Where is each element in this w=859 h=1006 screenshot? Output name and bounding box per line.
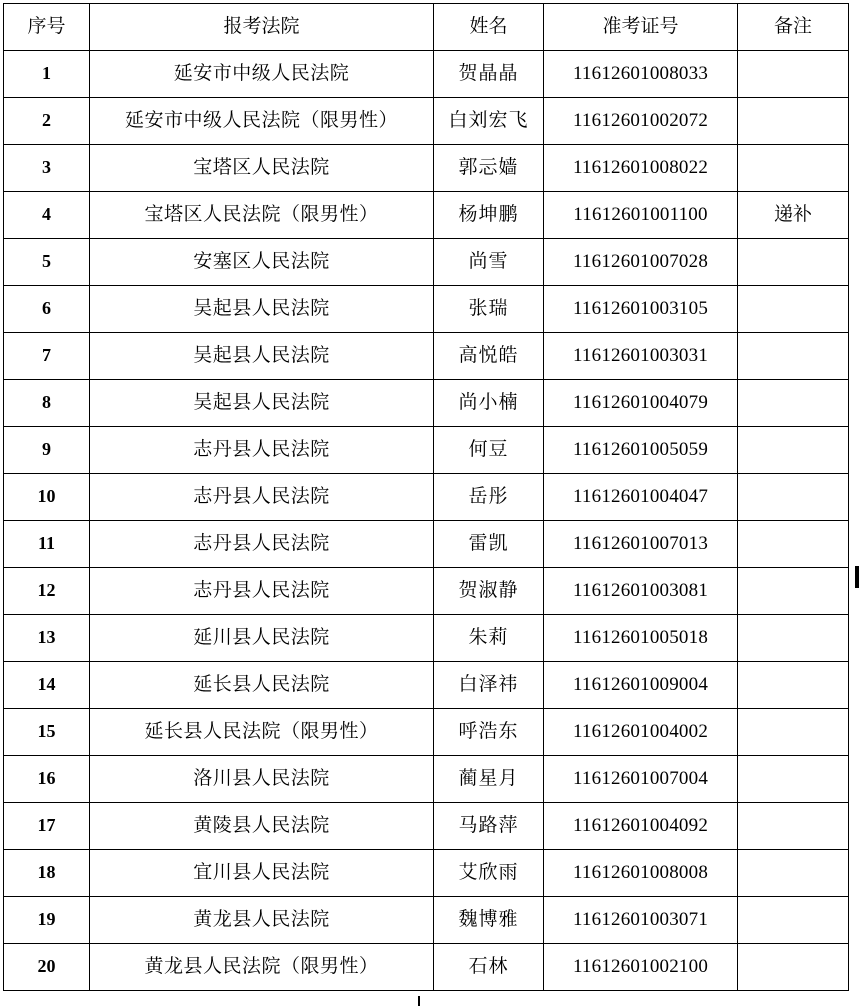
cell-index: 8 xyxy=(4,380,90,427)
cell-remark xyxy=(738,662,849,709)
cell-ticket: 11612601002100 xyxy=(544,944,738,991)
table-row xyxy=(4,192,849,239)
table-row xyxy=(4,474,849,521)
cell-court: 志丹县人民法院 xyxy=(90,427,434,474)
cell-name: 艾欣雨 xyxy=(434,850,544,897)
cell-court: 延川县人民法院 xyxy=(90,615,434,662)
cell-ticket: 11612601005059 xyxy=(544,427,738,474)
cell-remark xyxy=(738,145,849,192)
candidate-roster-table xyxy=(3,3,849,991)
table-row xyxy=(4,286,849,333)
cell-remark xyxy=(738,239,849,286)
cell-name: 魏博雅 xyxy=(434,897,544,944)
cell-index: 20 xyxy=(4,944,90,991)
table-row xyxy=(4,333,849,380)
column-header-name: 姓名 xyxy=(434,4,544,51)
cell-index: 13 xyxy=(4,615,90,662)
cell-remark xyxy=(738,568,849,615)
cell-remark xyxy=(738,380,849,427)
cell-ticket: 11612601007028 xyxy=(544,239,738,286)
cell-remark xyxy=(738,286,849,333)
table-row xyxy=(4,380,849,427)
cell-name: 呼浩东 xyxy=(434,709,544,756)
cell-remark xyxy=(738,944,849,991)
cell-court: 延长县人民法院（限男性） xyxy=(90,709,434,756)
cell-court: 吴起县人民法院 xyxy=(90,380,434,427)
cell-court: 志丹县人民法院 xyxy=(90,474,434,521)
cell-name: 蔺星月 xyxy=(434,756,544,803)
cell-ticket: 11612601004047 xyxy=(544,474,738,521)
cell-name: 郭忈嫱 xyxy=(434,145,544,192)
cell-court: 延长县人民法院 xyxy=(90,662,434,709)
cell-index: 12 xyxy=(4,568,90,615)
cell-court: 延安市中级人民法院 xyxy=(90,51,434,98)
cell-index: 14 xyxy=(4,662,90,709)
cell-remark xyxy=(738,98,849,145)
table-row xyxy=(4,427,849,474)
table-row xyxy=(4,98,849,145)
cell-index: 2 xyxy=(4,98,90,145)
table-row xyxy=(4,568,849,615)
cell-remark xyxy=(738,709,849,756)
cell-index: 17 xyxy=(4,803,90,850)
page-bottom-tick xyxy=(418,996,420,1006)
cell-ticket: 11612601004002 xyxy=(544,709,738,756)
cell-index: 3 xyxy=(4,145,90,192)
cell-court: 安塞区人民法院 xyxy=(90,239,434,286)
cell-remark xyxy=(738,521,849,568)
table-row xyxy=(4,944,849,991)
table-header-row xyxy=(4,4,849,51)
cell-index: 5 xyxy=(4,239,90,286)
cell-name: 白刘宏飞 xyxy=(434,98,544,145)
cell-court: 吴起县人民法院 xyxy=(90,333,434,380)
cell-index: 6 xyxy=(4,286,90,333)
table-row xyxy=(4,51,849,98)
cell-index: 18 xyxy=(4,850,90,897)
cell-court: 黄龙县人民法院 xyxy=(90,897,434,944)
column-header-index: 序号 xyxy=(4,4,90,51)
cell-name: 岳彤 xyxy=(434,474,544,521)
cell-court: 宝塔区人民法院（限男性） xyxy=(90,192,434,239)
table-row xyxy=(4,803,849,850)
table-row xyxy=(4,850,849,897)
cell-court: 志丹县人民法院 xyxy=(90,521,434,568)
cell-name: 张瑞 xyxy=(434,286,544,333)
cell-ticket: 11612601004079 xyxy=(544,380,738,427)
table-row xyxy=(4,521,849,568)
cell-name: 马路萍 xyxy=(434,803,544,850)
cell-index: 16 xyxy=(4,756,90,803)
cell-ticket: 11612601001100 xyxy=(544,192,738,239)
cell-remark: 递补 xyxy=(738,192,849,239)
cell-index: 11 xyxy=(4,521,90,568)
cell-index: 15 xyxy=(4,709,90,756)
cell-remark xyxy=(738,51,849,98)
cell-ticket: 11612601008022 xyxy=(544,145,738,192)
cell-name: 尚小楠 xyxy=(434,380,544,427)
column-header-remark: 备注 xyxy=(738,4,849,51)
table-row xyxy=(4,709,849,756)
table-row xyxy=(4,615,849,662)
cell-ticket: 11612601003105 xyxy=(544,286,738,333)
table-row xyxy=(4,239,849,286)
cell-court: 延安市中级人民法院（限男性） xyxy=(90,98,434,145)
cell-remark xyxy=(738,427,849,474)
cell-remark xyxy=(738,850,849,897)
cell-index: 7 xyxy=(4,333,90,380)
cell-name: 尚雪 xyxy=(434,239,544,286)
cell-name: 高悦皓 xyxy=(434,333,544,380)
cell-ticket: 11612601008033 xyxy=(544,51,738,98)
cell-name: 石林 xyxy=(434,944,544,991)
cell-court: 宜川县人民法院 xyxy=(90,850,434,897)
cell-court: 黄龙县人民法院（限男性） xyxy=(90,944,434,991)
cell-index: 10 xyxy=(4,474,90,521)
cell-name: 何豆 xyxy=(434,427,544,474)
cell-ticket: 11612601003071 xyxy=(544,897,738,944)
cell-remark xyxy=(738,615,849,662)
cell-name: 雷凯 xyxy=(434,521,544,568)
cell-name: 贺晶晶 xyxy=(434,51,544,98)
cell-ticket: 11612601003031 xyxy=(544,333,738,380)
cell-ticket: 11612601002072 xyxy=(544,98,738,145)
page-edge-mark xyxy=(855,566,859,588)
cell-ticket: 11612601005018 xyxy=(544,615,738,662)
cell-remark xyxy=(738,333,849,380)
column-header-ticket: 准考证号 xyxy=(544,4,738,51)
cell-index: 19 xyxy=(4,897,90,944)
cell-name: 白泽祎 xyxy=(434,662,544,709)
cell-remark xyxy=(738,474,849,521)
cell-name: 朱莉 xyxy=(434,615,544,662)
table-row xyxy=(4,145,849,192)
cell-ticket: 11612601007013 xyxy=(544,521,738,568)
cell-remark xyxy=(738,756,849,803)
cell-remark xyxy=(738,897,849,944)
cell-name: 贺淑静 xyxy=(434,568,544,615)
cell-court: 宝塔区人民法院 xyxy=(90,145,434,192)
column-header-court: 报考法院 xyxy=(90,4,434,51)
cell-index: 1 xyxy=(4,51,90,98)
table-header xyxy=(4,4,849,51)
cell-ticket: 11612601007004 xyxy=(544,756,738,803)
cell-ticket: 11612601003081 xyxy=(544,568,738,615)
table-row xyxy=(4,756,849,803)
cell-ticket: 11612601009004 xyxy=(544,662,738,709)
cell-name: 杨坤鹏 xyxy=(434,192,544,239)
cell-court: 黄陵县人民法院 xyxy=(90,803,434,850)
table-row xyxy=(4,662,849,709)
table-body xyxy=(4,51,849,991)
cell-remark xyxy=(738,803,849,850)
table-row xyxy=(4,897,849,944)
cell-court: 吴起县人民法院 xyxy=(90,286,434,333)
cell-court: 洛川县人民法院 xyxy=(90,756,434,803)
cell-court: 志丹县人民法院 xyxy=(90,568,434,615)
cell-index: 9 xyxy=(4,427,90,474)
cell-ticket: 11612601008008 xyxy=(544,850,738,897)
cell-ticket: 11612601004092 xyxy=(544,803,738,850)
cell-index: 4 xyxy=(4,192,90,239)
